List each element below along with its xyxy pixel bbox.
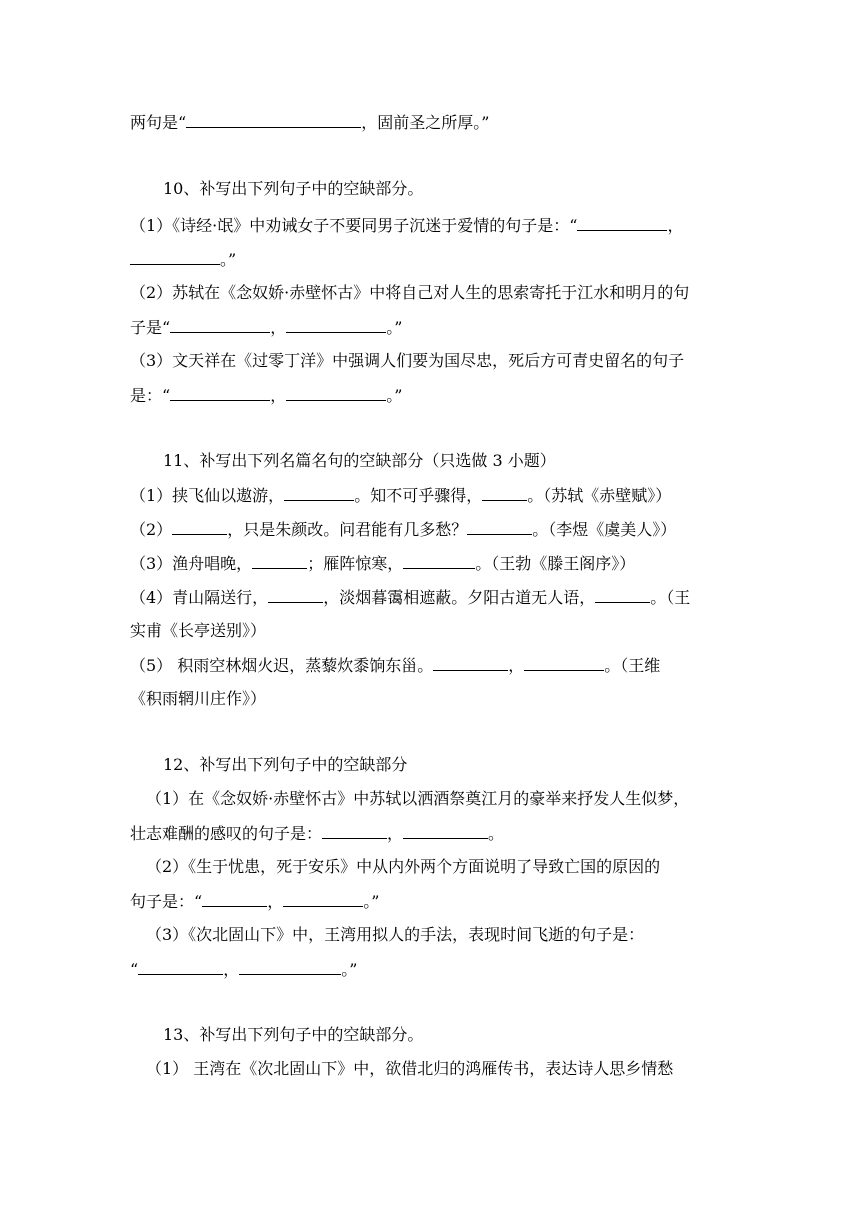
answer-blank[interactable] <box>577 215 667 231</box>
text-line: 子是“ ， 。” <box>130 318 403 337</box>
answer-blank[interactable] <box>467 519 532 535</box>
text-line: （2）苏轼在《念奴娇·赤壁怀古》中将自己对人生的思索寄托于江水和明月的句 <box>130 283 690 302</box>
text-line: （3）渔舟唱晚， ；雁阵惊寒， 。（王勃《滕王阁序》） <box>130 554 636 573</box>
text-line: （1）《诗经·氓》中劝诫女子不要同男子沉迷于爱情的句子是：“ ， <box>130 216 684 235</box>
text-line: （4）青山隔送行， ，淡烟暮霭相遮蔽。夕阳古道无人语， 。（王 <box>130 588 691 607</box>
text-line: （3）文天祥在《过零丁洋》中强调人们要为国尽忠，死后方可青史留名的句子 <box>130 351 685 370</box>
answer-blank[interactable] <box>268 587 323 603</box>
answer-blank[interactable] <box>172 519 227 535</box>
text-line: （2） ，只是朱颜改。问君能有几多愁？ 。（李煜《虞美人》） <box>130 520 677 539</box>
answer-blank[interactable] <box>322 823 387 839</box>
answer-blank[interactable] <box>170 317 270 333</box>
answer-blank[interactable] <box>239 959 341 975</box>
answer-blank[interactable] <box>482 485 527 501</box>
answer-blank[interactable] <box>130 249 220 265</box>
text-line: （1）在《念奴娇·赤壁怀古》中苏轼以洒酒祭奠江月的豪举来抒发人生似梦， <box>146 789 690 808</box>
text-line: 是：“ ， 。” <box>130 386 403 405</box>
question-10-heading: 10、补写出下列句子中的空缺部分。 <box>163 179 424 198</box>
answer-blank[interactable] <box>403 553 475 569</box>
text-line: 壮志难酬的感叹的句子是： ， 。 <box>130 824 505 843</box>
question-11-heading: 11、补写出下列名篇名句的空缺部分（只选做 3 小题） <box>163 451 556 470</box>
answer-blank[interactable] <box>524 655 604 671</box>
text-line: （2）《生于忧患，死于安乐》中从内外两个方面说明了导致亡国的原因的 <box>146 857 661 876</box>
text-line: （1） 王湾在《次北固山下》中，欲借北归的鸿雁传书，表达诗人思乡情愁 <box>146 1059 674 1078</box>
answer-blank[interactable] <box>252 553 307 569</box>
text-line: （3）《次北固山下》中，王湾用拟人的手法，表现时间飞逝的句子是： <box>146 925 645 944</box>
answer-blank[interactable] <box>202 891 267 907</box>
answer-blank[interactable] <box>138 959 223 975</box>
answer-blank[interactable] <box>433 655 508 671</box>
answer-blank[interactable] <box>595 587 650 603</box>
answer-blank[interactable] <box>286 385 386 401</box>
answer-blank[interactable] <box>283 891 363 907</box>
text-line: （1）挟飞仙以遨游， 。知不可乎骤得， 。（苏轼《赤壁赋》） <box>130 486 672 505</box>
answer-blank[interactable] <box>284 485 354 501</box>
answer-blank[interactable] <box>286 317 386 333</box>
answer-blank[interactable] <box>186 112 361 128</box>
question-13-heading: 13、补写出下列句子中的空缺部分。 <box>163 1025 424 1044</box>
text-line: 。” <box>130 249 236 270</box>
text-line: 句子是：“ ， 。” <box>130 892 380 911</box>
question-12-heading: 12、补写出下列句子中的空缺部分 <box>163 755 408 774</box>
text-line: 两句是“ ，固前圣之所厚。” <box>130 113 490 132</box>
text-line: “ ， 。” <box>130 960 358 979</box>
answer-blank[interactable] <box>403 823 488 839</box>
text-line: 实甫《长亭送别》） <box>130 621 267 640</box>
answer-blank[interactable] <box>170 385 270 401</box>
text-line: （5） 积雨空林烟火迟，蒸藜炊黍饷东甾。 ， 。（王维 <box>130 656 661 675</box>
text-line: 《积雨辋川庄作》） <box>130 689 267 708</box>
